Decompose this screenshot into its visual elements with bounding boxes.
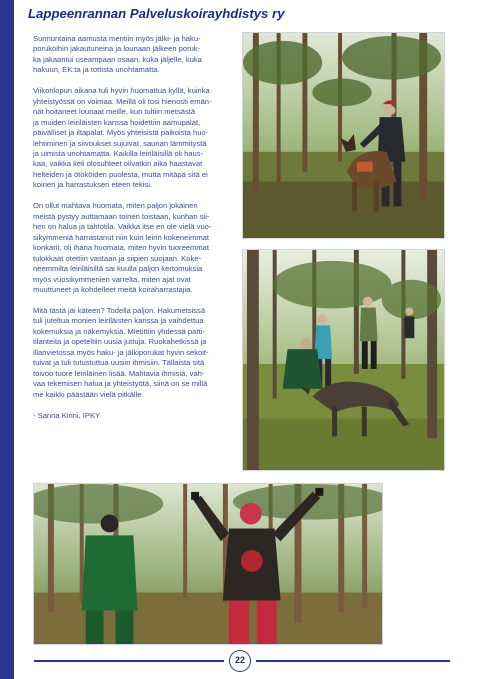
text-line: nät hoitaneet lounaat meille, kun tultiin metsästä: [33, 107, 196, 117]
page-header-title: Lappeenrannan Palveluskoirayhdistys ry: [28, 6, 285, 21]
text-line: Sunnuntaina aamusta mentiin myös jälki- ja haku-: [33, 34, 201, 43]
text-line: tuivat ja tuli tutustuttua uusiin ihmisiin. Tällaista sitä: [33, 358, 205, 368]
forest-scene-1: [243, 33, 444, 238]
text-line: me kaikki päästään vielä pitkälle.: [33, 389, 144, 399]
photo-handlers-arms-raised: [33, 483, 383, 645]
text-line: ka jakaantui useampaan osaan, kuka jäljelle, kuka: [33, 54, 202, 64]
article-paragraph-4: [33, 306, 233, 400]
author-signature: - Sanna Kinni, IPKY: [33, 410, 101, 420]
forest-scene-2: [243, 250, 444, 470]
text-line: porukoihin jakautuneina ja lounaan jälkeen poruk-: [33, 44, 201, 54]
text-line: lehtiminen ja siivoukset sujuivat, saunan lämmitystä: [33, 138, 207, 148]
text-line: ja muiden leiriläisten kanssa hoidettiin aamupalat,: [33, 117, 201, 127]
text-line: konkarit, oli ihana huomata, miten hyvin tuoreemmat: [33, 243, 210, 253]
text-line: hakuun, EK:ta ja tottista unohtamatta.: [33, 65, 160, 75]
text-line: tilanteita ja opeteltiin uusia juttuja. Ruokahetkissä ja: [33, 337, 207, 347]
text-line: tulokkaat otettiin vastaan ja siipien suojaan. Koke-: [33, 253, 202, 263]
text-line: yhteistyössä on voimaa. Meillä oli tosi hienosti emän-: [33, 96, 212, 106]
footer-rule-right: [256, 660, 450, 662]
photo-group-with-dog: [242, 249, 445, 471]
footer-rule-left: [34, 660, 224, 662]
photo-handler-with-dog: [242, 32, 445, 239]
text-line: muuttuneet ja kohdelleet meitä koiraharrastajia.: [33, 284, 193, 294]
article-signature: [33, 411, 233, 421]
text-line: hen on halua ja tahtotila. Vaikka itse en ole vielä vuo-: [33, 222, 212, 232]
text-line: koirien ja harrastuksen eteen tekisi.: [33, 180, 153, 190]
text-line: On ollut mahtava huomata, miten paljon jokainen: [33, 201, 198, 211]
text-line: Viikonlopun aikana tuli hyvin huomattua kyllä, kuinka: [33, 86, 210, 96]
article-paragraph-1: [33, 34, 233, 76]
text-line: myös vuosikymmenien varrelta, miten ajat ovat: [33, 274, 191, 284]
page-number: 22: [229, 650, 251, 672]
text-line: neemmilta leiriläisiltä sai kuulla paljon kertomuksia: [33, 264, 203, 274]
text-line: tuli juteltua monien leiriläisten kanssa ja vaihdettua: [33, 316, 204, 326]
article-paragraph-3: [33, 201, 233, 295]
forest-scene-3: [34, 484, 382, 644]
text-line: toivoo tuore leiriläinen lisää. Mahtavia ihmisiä, vah-: [33, 368, 205, 378]
text-line: meistä pystyy auttamaan toinen toistaan, kunhan sii-: [33, 211, 210, 221]
text-line: kaa, vaikka keli olosuhteet olivatkin aika haastavat: [33, 159, 203, 169]
text-line: Mitä tästä jäi käteen? Todella paljon. Hakumetsissä: [33, 305, 206, 315]
article-text-column: [33, 34, 233, 431]
text-line: illanvietossa myös haku- ja jälkiporukat hyvin sekoit-: [33, 347, 209, 357]
text-line: vaa tekemisen halua ja yhteistyötä, siinä on se millä: [33, 379, 208, 389]
left-accent-bar: [0, 0, 14, 679]
text-line: kokemuksia ja näkemyksiä. Mietittiin yhdessä patti-: [33, 326, 205, 336]
text-line: sikymmeniä harrastanut niin kuin leirin kokeneimmat: [33, 232, 209, 242]
article-paragraph-2: [33, 86, 233, 191]
text-line: ja uimista unohtamatta. Kaikilla leiriläisillä oli haus-: [33, 149, 204, 159]
text-line: helteiden ja ötököiden puolesta, mutta mitäpä sitä ei: [33, 169, 208, 179]
text-line: päivälliset ja iltapalat. Myös yhteisistä paikoista huo-: [33, 128, 209, 138]
